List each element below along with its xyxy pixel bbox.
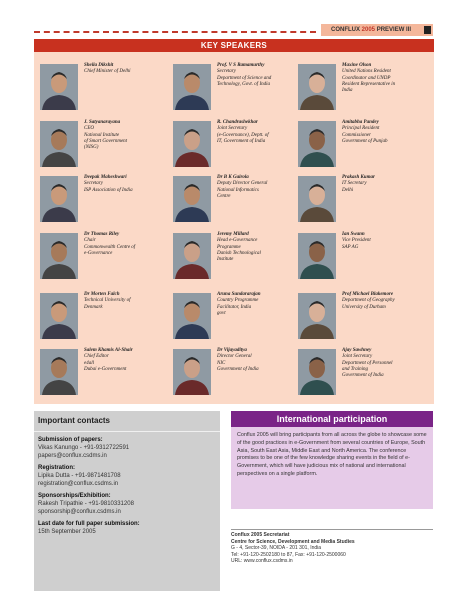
- speaker-name: Jeremy Millard: [217, 232, 249, 237]
- speaker-designation: Centre: [217, 193, 231, 199]
- speaker-card: [40, 118, 168, 174]
- issue-tag-prefix: CONFLUX: [331, 27, 360, 33]
- speaker-designation: Delhi: [342, 187, 354, 193]
- important-contacts-title: Important contacts: [38, 416, 111, 425]
- speaker-name: Prakash Kumar: [342, 175, 375, 180]
- speaker-card: [173, 290, 301, 346]
- speaker-designation: Head e-Governance: [217, 238, 258, 244]
- speaker-designation: Secretary: [217, 69, 236, 75]
- speaker-portrait-icon: [173, 293, 211, 339]
- speaker-name: Dr Morten Falch: [84, 292, 120, 297]
- header-dashed-rule: [34, 31, 316, 33]
- speaker-name: Deepak Maheshwari: [84, 175, 127, 180]
- speaker-designation: govt: [217, 310, 226, 316]
- speaker-name: Salem Khamis Al-Shair: [84, 348, 133, 353]
- speaker-portrait-icon: [40, 121, 78, 167]
- speaker-info: [217, 120, 301, 145]
- speaker-portrait-icon: [173, 349, 211, 395]
- speaker-info: [84, 348, 168, 373]
- speaker-designation: Chief Editor: [84, 354, 109, 360]
- speaker-designation: Principal Resident: [342, 126, 380, 132]
- speaker-card: [298, 230, 426, 286]
- speaker-name: J. Satyanarayana: [84, 120, 121, 125]
- speaker-info: [84, 63, 168, 76]
- speaker-portrait-icon: [298, 121, 336, 167]
- speaker-card: [298, 61, 426, 117]
- speaker-name: Ian Swann: [342, 232, 365, 237]
- speaker-card: [298, 118, 426, 174]
- speaker-portrait-icon: [40, 233, 78, 279]
- important-contacts-box: [34, 411, 220, 591]
- speaker-info: [84, 232, 168, 257]
- speaker-card: [173, 230, 301, 286]
- key-speakers-panel: [34, 52, 434, 404]
- speaker-portrait-icon: [40, 293, 78, 339]
- speaker-name: Prof Michael Blakemore: [342, 292, 394, 297]
- speaker-name: Amitabha Pandey: [342, 120, 379, 125]
- speaker-designation: National Institute: [84, 132, 120, 138]
- speaker-info: [84, 292, 168, 311]
- speaker-card: [40, 230, 168, 286]
- speaker-designation: Deputy Director General: [217, 181, 268, 187]
- speaker-designation: Denmark: [84, 304, 103, 310]
- speaker-designation: Commissioner: [342, 132, 371, 138]
- speaker-name: Aruna Sundararajan: [217, 292, 261, 297]
- speaker-name: Dr Vijayaditya: [217, 348, 247, 353]
- speaker-designation: Government of Punjab: [342, 138, 388, 144]
- speaker-designation: Technology, Govt. of India: [217, 81, 271, 87]
- speaker-designation: Vice President: [342, 238, 371, 244]
- speaker-designation: Department of Science and: [217, 75, 272, 81]
- international-participation-heading: International participation: [231, 411, 433, 427]
- speaker-card: [40, 346, 168, 402]
- speaker-designation: Programme: [217, 244, 241, 250]
- speaker-designation: and Training: [342, 366, 368, 372]
- contact-group: [38, 464, 218, 488]
- speaker-portrait-icon: [298, 349, 336, 395]
- speaker-name: Prof. V S Ramamurthy: [217, 63, 265, 68]
- address-line3: G - 4, Sector-39, NOIDA - 201 301, India: [231, 545, 322, 552]
- speaker-card: [173, 118, 301, 174]
- speaker-name: Dr B K Gairola: [217, 175, 249, 180]
- speaker-designation: Danish Technological: [217, 250, 261, 256]
- contact-heading: Last date for full paper submission:: [38, 521, 140, 527]
- speaker-designation: Joint Secretary: [342, 354, 373, 360]
- speaker-info: [342, 63, 426, 94]
- contact-line: Lipika Dutta - +91-9871481708: [38, 473, 121, 479]
- contact-email-link[interactable]: registration@conflux.csdms.in: [38, 481, 119, 487]
- square-bullet-icon: [424, 26, 431, 34]
- speaker-card: [40, 290, 168, 346]
- speaker-portrait-icon: [173, 121, 211, 167]
- speaker-info: [84, 120, 168, 151]
- speaker-designation: CEO: [84, 126, 94, 132]
- issue-tag-suffix: PREVIEW III: [376, 27, 412, 33]
- speaker-info: [342, 348, 426, 379]
- speaker-name: Dr Thomas Riley: [84, 232, 120, 237]
- speaker-info: [217, 63, 301, 88]
- speaker-portrait-icon: [173, 176, 211, 222]
- speaker-card: [173, 173, 301, 229]
- speaker-designation: National Informatics: [217, 187, 259, 193]
- speaker-designation: ISP Association of India: [84, 187, 133, 193]
- speaker-card: [173, 61, 301, 117]
- speaker-info: [342, 120, 426, 145]
- speaker-designation: (e-Governance), Deptt. of: [217, 132, 269, 138]
- speaker-name: R. Chandrashekhar: [217, 120, 258, 125]
- speaker-designation: Chair: [84, 238, 96, 244]
- key-speakers-heading: KEY SPEAKERS: [34, 39, 434, 52]
- issue-tag: [321, 24, 433, 36]
- speaker-designation: Joint Secretary: [217, 126, 248, 132]
- speaker-portrait-icon: [173, 233, 211, 279]
- speaker-info: [217, 175, 301, 200]
- address-line1: Conflux 2005 Secretariat: [231, 532, 290, 538]
- speaker-designation: Secretary: [84, 181, 103, 187]
- contacts-divider: [34, 431, 220, 432]
- contact-group: [38, 492, 218, 516]
- international-participation-text: Conflux 2005 will bring participants from all across the globe to showcase some of the good practices in e-Government from several countries of Europe, South Asia, South East Asia, Middle East and North America. The conference promises to be one of the few knowledge sharing events in the field of e-Government, which will have judicious mix of national and international perspectives on a single platform.: [231, 427, 433, 509]
- contact-email-link[interactable]: sponsorship@conflux.csdms.in: [38, 509, 121, 515]
- speaker-designation: NIC: [217, 360, 226, 366]
- speaker-card: [173, 346, 301, 402]
- speaker-designation: Director General: [217, 354, 252, 360]
- contact-group: [38, 520, 218, 536]
- contact-heading: Submission of papers:: [38, 437, 103, 443]
- speaker-designation: e4all: [84, 360, 94, 366]
- speaker-info: [342, 175, 426, 194]
- speaker-designation: Resident Representative in: [342, 81, 396, 87]
- speaker-info: [342, 292, 426, 311]
- speaker-portrait-icon: [298, 233, 336, 279]
- speaker-designation: United Nations Resident: [342, 69, 391, 75]
- speaker-portrait-icon: [298, 64, 336, 110]
- contact-heading: Registration:: [38, 465, 76, 471]
- speaker-info: [217, 232, 301, 263]
- issue-tag-year: 2005: [361, 27, 376, 33]
- speaker-designation: e-Governance: [84, 250, 113, 256]
- speaker-portrait-icon: [173, 64, 211, 110]
- speaker-portrait-icon: [40, 349, 78, 395]
- speaker-portrait-icon: [298, 293, 336, 339]
- speaker-designation: Chief Minister of Delhi: [84, 69, 131, 75]
- contact-line: Rakesh Tripathie - +91-9810331208: [38, 501, 134, 507]
- speaker-designation: of Smart Government: [84, 138, 128, 144]
- speaker-designation: (NISG): [84, 145, 99, 151]
- speaker-designation: University of Durham: [342, 304, 386, 310]
- speaker-name: Maxine Olson: [342, 63, 372, 68]
- address-line4: Tel: +91-120-2502180 to 87, Fax: +91-120-2500060: [231, 551, 346, 558]
- speaker-card: [40, 173, 168, 229]
- speaker-card: [40, 61, 168, 117]
- speaker-designation: Department of Geography: [342, 298, 395, 304]
- speaker-designation: India: [342, 88, 353, 94]
- speaker-designation: Dubai e-Government: [84, 366, 127, 372]
- contact-line: Vikas Kanungo - +91-9312722591: [38, 445, 130, 451]
- speaker-name: Sheila Dikshit: [84, 63, 114, 68]
- contact-group: [38, 436, 218, 460]
- speaker-info: [217, 292, 301, 317]
- contact-email-link[interactable]: papers@conflux.csdms.in: [38, 453, 107, 459]
- speaker-designation: Department of Personnel: [342, 360, 393, 366]
- speaker-designation: Commonwealth Centre of: [84, 244, 136, 250]
- speaker-portrait-icon: [298, 176, 336, 222]
- contacts-list: [38, 436, 218, 540]
- speaker-card: [298, 346, 426, 402]
- address-divider: [231, 529, 433, 530]
- speaker-portrait-icon: [40, 64, 78, 110]
- speaker-card: [298, 290, 426, 346]
- speaker-designation: Country Programme: [217, 298, 259, 304]
- speaker-designation: IT, Government of India: [217, 138, 266, 144]
- contact-heading: Sponsorships/Exhibition:: [38, 493, 111, 499]
- address-line2: Centre for Science, Development and Media Studies: [231, 538, 355, 545]
- speaker-designation: Facilitator, India: [217, 304, 252, 310]
- speaker-designation: Institute: [217, 257, 234, 263]
- address-url: URL: www.conflux.csdms.in: [231, 558, 293, 565]
- secretariat-address: [231, 532, 433, 565]
- speaker-info: [342, 232, 426, 251]
- speaker-portrait-icon: [40, 176, 78, 222]
- speaker-designation: SAP AG: [342, 244, 359, 250]
- speaker-info: [84, 175, 168, 194]
- speaker-card: [298, 173, 426, 229]
- speaker-designation: Technical University of: [84, 298, 131, 304]
- speaker-designation: Government of India: [217, 366, 259, 372]
- speaker-designation: Coordinator and UNDP: [342, 75, 391, 81]
- contact-line: 15th September 2005: [38, 529, 96, 535]
- speaker-name: Ajay Sawhney: [342, 348, 372, 353]
- speaker-designation: IT Secretary: [342, 181, 367, 187]
- speaker-designation: Government of India: [342, 373, 384, 379]
- speaker-info: [217, 348, 301, 373]
